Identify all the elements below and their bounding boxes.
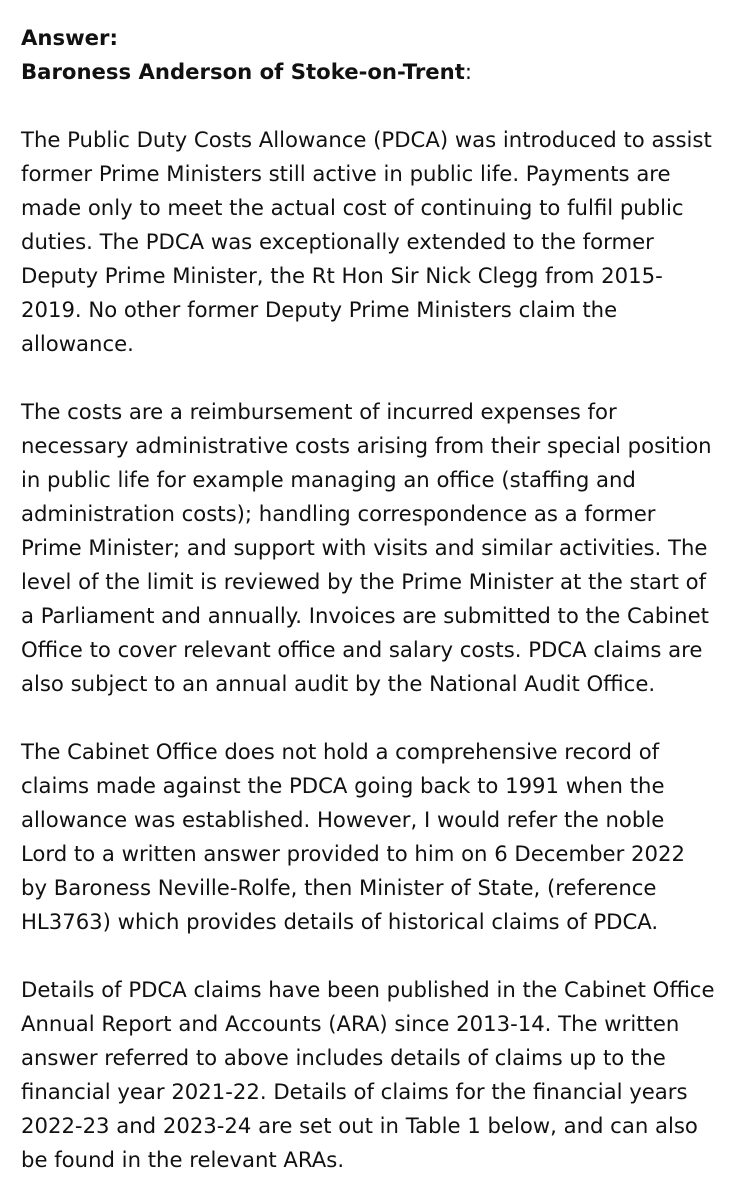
- paragraph-line: Details of PDCA claims have been published in the Cabinet Office: [21, 977, 715, 1002]
- paragraph-line: financial year 2021-22. Details of claims for the financial years: [21, 1079, 688, 1104]
- paragraph-line: claims made against the PDCA going back to 1991 when the: [21, 773, 665, 798]
- paragraph-line: also subject to an annual audit by the National Audit Office.: [21, 671, 656, 696]
- paragraph-line: allowance was established. However, I would refer the noble: [21, 807, 665, 832]
- answer-document: [21, 21, 721, 1177]
- paragraph-line: Deputy Prime Minister, the Rt Hon Sir Nick Clegg from 2015-: [21, 263, 663, 288]
- speaker-name: Baroness Anderson of Stoke-on-Trent: [21, 59, 465, 84]
- speaker-suffix: :: [464, 59, 472, 84]
- paragraph-line: answer referred to above includes details of claims up to the: [21, 1045, 666, 1070]
- paragraph-line: by Baroness Neville-Rolfe, then Minister of State, (reference: [21, 875, 657, 900]
- paragraph-pdca-intro: [21, 123, 721, 361]
- paragraph-line: administration costs); handling correspondence as a former: [21, 501, 656, 526]
- paragraph-line: a Parliament and annually. Invoices are submitted to the Cabinet: [21, 603, 709, 628]
- paragraph-published-claims: [21, 973, 721, 1177]
- paragraph-line: in public life for example managing an office (staffing and: [21, 467, 636, 492]
- paragraph-line: 2019. No other former Deputy Prime Ministers claim the: [21, 297, 618, 322]
- paragraph-line: The Public Duty Costs Allowance (PDCA) was introduced to assist: [21, 127, 712, 152]
- paragraph-line: duties. The PDCA was exceptionally extended to the former: [21, 229, 654, 254]
- paragraph-line: made only to meet the actual cost of continuing to fulfil public: [21, 195, 684, 220]
- paragraph-costs: [21, 395, 721, 701]
- answer-label: Answer:: [21, 25, 118, 50]
- paragraph-line: HL3763) which provides details of historical claims of PDCA.: [21, 909, 659, 934]
- paragraph-line: 2022-23 and 2023-24 are set out in Table 1 below, and can also: [21, 1113, 698, 1138]
- paragraph-line: former Prime Ministers still active in public life. Payments are: [21, 161, 671, 186]
- paragraph-line: be found in the relevant ARAs.: [21, 1147, 345, 1172]
- paragraph-line: Prime Minister; and support with visits and similar activities. The: [21, 535, 708, 560]
- paragraph-records: [21, 735, 721, 939]
- paragraph-line: level of the limit is reviewed by the Prime Minister at the start of: [21, 569, 707, 594]
- paragraph-line: Lord to a written answer provided to him on 6 December 2022: [21, 841, 685, 866]
- paragraph-line: necessary administrative costs arising from their special position: [21, 433, 712, 458]
- paragraph-line: The Cabinet Office does not hold a comprehensive record of: [21, 739, 660, 764]
- answer-heading: [21, 21, 721, 89]
- paragraph-line: Annual Report and Accounts (ARA) since 2013-14. The written: [21, 1011, 680, 1036]
- paragraph-line: The costs are a reimbursement of incurred expenses for: [21, 399, 617, 424]
- paragraph-line: Office to cover relevant office and salary costs. PDCA claims are: [21, 637, 703, 662]
- speaker-line: [21, 55, 721, 89]
- paragraph-line: allowance.: [21, 331, 134, 356]
